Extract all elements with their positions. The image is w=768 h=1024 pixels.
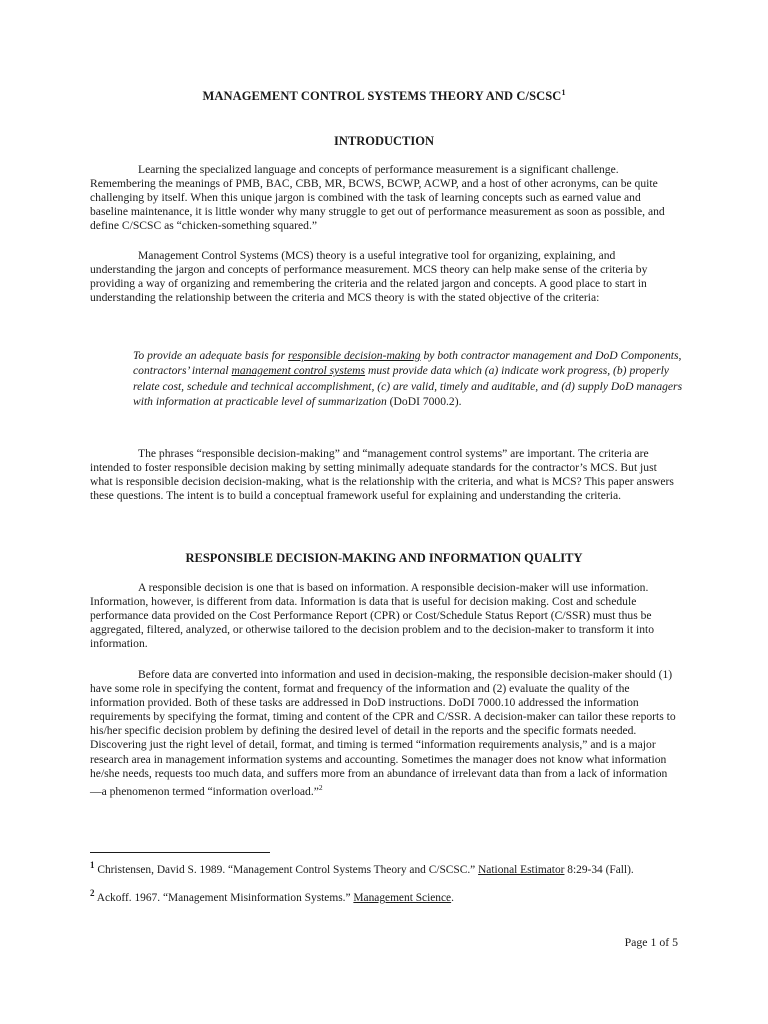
page-number: Page 1 of 5 bbox=[624, 935, 678, 949]
document-title: MANAGEMENT CONTROL SYSTEMS THEORY AND C/SCSC$^1$ bbox=[202, 88, 566, 104]
criteria-objective-quote: To provide an adequate basis for responsible decision-making by both contractor management and DoD Components, contractors’ internal management control systems must provide data which (a) indicate work progress, (b) properly relate cost, schedule and technical accomplishment, (c) are valid, timely and auditable, and (d) supply DoD managers with information at practicable level of summarization (DoDI 7000.2). bbox=[133, 349, 683, 408]
intro-paragraph-3: The phrases “responsible decision-making” and “management control systems” are important. The criteria are intended to foster responsible decision making by setting minimally adequate standards for the contractor’s MCS. But just what is responsible decision decision-making, what is the relationship with the criteria, and what is MCS? This paper answers these questions. The intent is to build a conceptual framework useful for explaining and understanding the criteria. bbox=[90, 447, 674, 503]
intro-paragraph-2: Management Control Systems (MCS) theory is a useful integrative tool for organizing, explaining, and understanding the jargon and concepts of performance measurement. MCS theory can help make sense of the criteria by providing a way of organizing and remembering the criteria and the related jargon and concepts. A good place to start in understanding the relationship between the criteria and MCS theory is with the stated objective of the criteria: bbox=[90, 249, 648, 305]
footnote-divider bbox=[90, 852, 270, 853]
intro-paragraph-1: Learning the specialized language and concepts of performance measurement is a significant challenge. Remembering the meanings of PMB, BAC, CBB, MR, BCWS, BCWP, ACWP, and a host of other acronyms, can be quite challenging by itself. When this unique jargon is combined with the task of learning concepts such as earned value and baseline maintenance, it is little wonder why many struggle to get out of performance measurement as soon as possible, and define C/SCSC as “chicken-something squared.” bbox=[90, 163, 665, 233]
section-heading-decision-making: RESPONSIBLE DECISION-MAKING AND INFORMATION QUALITY bbox=[185, 551, 583, 565]
footnote-2-source: Management Science bbox=[353, 891, 452, 904]
title-footnote-ref: 1 bbox=[561, 88, 566, 97]
section-heading-introduction: INTRODUCTION bbox=[333, 134, 434, 148]
responsible-decision-making-underline: responsible decision-making bbox=[288, 349, 421, 362]
footnote-1-source: National Estimator bbox=[478, 863, 565, 876]
decision-paragraph-1: A responsible decision is one that is based on information. A responsible decision-maker will use information. Information, however, is different from data. Information is data that is useful for decision making. Cost and schedule performance data provided on the Cost Performance Report (CPR) or Cost/Schedule Status Report (C/SSR) must thus be aggregated, filtered, analyzed, or otherwise tailored to the decision problem and to the decision-maker to transform it into information. bbox=[90, 581, 655, 651]
quote-citation: (DoDI 7000.2). bbox=[386, 394, 462, 408]
footnote-2: $^2$ Ackoff. 1967. “Management Misinformation Systems.” Management Science. bbox=[90, 888, 454, 904]
footnote-ref-2: 2 bbox=[318, 782, 323, 792]
decision-paragraph-2: Before data are converted into information and used in decision-making, the responsible decision-maker should (1) have some role in specifying the content, format and frequency of the information and (2) evaluate the quality of the information provided. Both of these tasks are addressed in DoD instructions. DoDI 7000.10 addressed the information requirements by specifying the format, timing and content of the CPR and C/SSR. A decision-maker can tailor these reports to his/her specific decision problem by defining the desired level of detail in the reports and the specific formats needed. Discovering just the right level of detail, format, and timing is termed “information requirements analysis,” and is a major research area in management information systems and accounting. Sometimes the manager does not know what information he/she needs, requests too much data, and suffers more from an abundance of irrelevant data than from a lack of information—a phenomenon termed “information overload.”$^2$ bbox=[90, 668, 676, 798]
management-control-systems-underline: management control systems bbox=[231, 364, 366, 378]
footnote-1: $^1$ Christensen, David S. 1989. “Management Control Systems Theory and C/SCSC.” National Estimator 8:29-34 (Fall). bbox=[90, 860, 634, 876]
